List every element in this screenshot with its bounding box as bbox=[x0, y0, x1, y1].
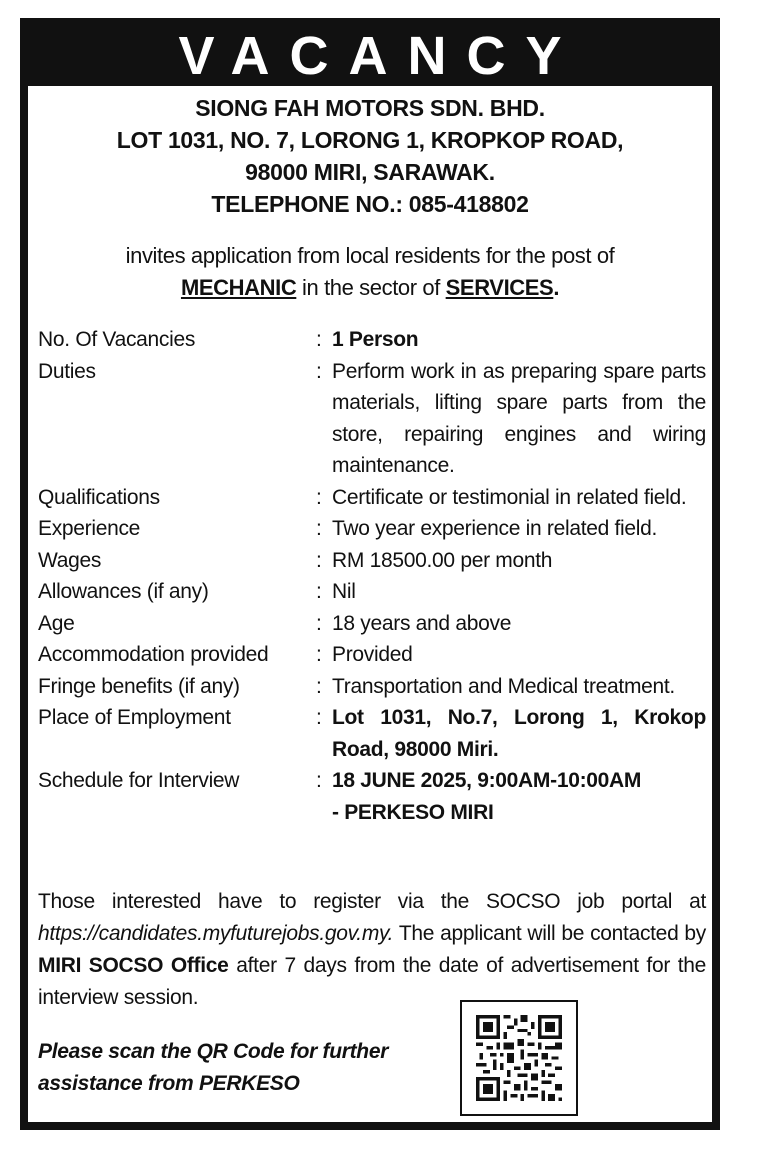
intro-end: . bbox=[553, 275, 560, 300]
detail-label: Fringe benefits (if any) bbox=[38, 674, 240, 698]
detail-colon: : bbox=[316, 611, 322, 635]
detail-label: Schedule for Interview bbox=[38, 769, 240, 792]
vacancy-banner: VACANCY bbox=[28, 26, 712, 86]
detail-colon: : bbox=[316, 328, 322, 351]
qr-line2: assistance from PERKESO bbox=[38, 1072, 300, 1095]
intro-middle: in the sector of bbox=[302, 275, 440, 300]
detail-row-fringe-benefits bbox=[38, 671, 706, 703]
detail-row-age bbox=[38, 608, 706, 640]
detail-value: Two year experience in related field. bbox=[332, 517, 658, 540]
detail-row-duties bbox=[38, 356, 706, 482]
detail-value: 18 years and above bbox=[332, 611, 512, 635]
detail-value bbox=[332, 765, 706, 828]
detail-row-interview bbox=[38, 765, 706, 828]
detail-colon: : bbox=[316, 706, 322, 729]
detail-label: Qualifications bbox=[38, 485, 160, 509]
company-address-line1: LOT 1031, NO. 7, LORONG 1, KROPKOP ROAD, bbox=[116, 127, 624, 153]
detail-value: Lot 1031, No.7, Lorong 1, Krokop Road, 98000 Miri. bbox=[332, 706, 706, 761]
qr-code[interactable] bbox=[460, 1000, 578, 1116]
detail-row-accommodation bbox=[38, 639, 706, 671]
detail-colon: : bbox=[316, 643, 322, 666]
advertisement-frame bbox=[20, 18, 720, 1130]
detail-colon: : bbox=[316, 485, 322, 509]
detail-value: Provided bbox=[332, 643, 413, 666]
intro-line1: invites application from local residents for the post of bbox=[125, 243, 615, 268]
detail-row-qualifications bbox=[38, 482, 706, 514]
footer-text bbox=[38, 886, 706, 1014]
qr-line1: Please scan the QR Code for further bbox=[38, 1040, 389, 1063]
company-telephone: TELEPHONE NO.: 085-418802 bbox=[211, 191, 529, 217]
footer-part2: The applicant will be contacted by bbox=[398, 922, 706, 945]
company-name: SIONG FAH MOTORS SDN. BHD. bbox=[195, 95, 545, 121]
detail-row-allowances bbox=[38, 576, 706, 608]
detail-colon: : bbox=[316, 580, 322, 603]
detail-label: Experience bbox=[38, 517, 141, 540]
detail-value: RM 18500.00 per month bbox=[332, 548, 553, 572]
detail-value: Perform work in as preparing spare parts materials, lifting spare parts from the store, repairing engines and wiring maintenance. bbox=[332, 359, 706, 477]
detail-label: Place of Employment bbox=[38, 706, 231, 729]
company-block bbox=[28, 92, 712, 220]
socso-office: MIRI SOCSO Office bbox=[38, 954, 229, 977]
detail-row-vacancies bbox=[38, 324, 706, 356]
intro-text bbox=[28, 240, 712, 304]
detail-row-place bbox=[38, 702, 706, 765]
detail-colon: : bbox=[316, 517, 322, 540]
detail-value: 1 Person bbox=[332, 328, 419, 351]
footer-part3: after 7 days from the date of advertisement for the interview session. bbox=[38, 954, 706, 1009]
footer-part1: Those interested have to register via the SOCSO job portal at bbox=[38, 890, 706, 913]
detail-label: Allowances (if any) bbox=[38, 580, 209, 603]
detail-row-experience bbox=[38, 513, 706, 545]
detail-value: Nil bbox=[332, 580, 356, 603]
interview-venue: - PERKESO MIRI bbox=[332, 800, 494, 824]
detail-value: Certificate or testimonial in related field. bbox=[332, 485, 687, 509]
detail-colon: : bbox=[316, 674, 322, 698]
detail-label: Accommodation provided bbox=[38, 643, 269, 666]
job-details bbox=[38, 324, 706, 828]
qr-instruction bbox=[38, 1036, 418, 1100]
company-address-line2: 98000 MIRI, SARAWAK. bbox=[245, 159, 495, 185]
sector-name: SERVICES bbox=[445, 275, 554, 300]
detail-colon: : bbox=[316, 769, 322, 792]
detail-label: Wages bbox=[38, 548, 102, 572]
detail-label: Age bbox=[38, 611, 75, 635]
detail-row-wages bbox=[38, 545, 706, 577]
detail-colon: : bbox=[316, 548, 322, 572]
post-title: MECHANIC bbox=[180, 275, 297, 300]
detail-label: Duties bbox=[38, 359, 96, 383]
detail-label: No. Of Vacancies bbox=[38, 328, 196, 351]
interview-datetime: 18 JUNE 2025, 9:00AM-10:00AM bbox=[332, 769, 642, 792]
qr-code-icon bbox=[476, 1015, 562, 1101]
detail-colon: : bbox=[316, 359, 322, 383]
portal-link[interactable]: https://candidates.myfuturejobs.gov.my. bbox=[38, 922, 394, 945]
detail-value: Transportation and Medical treatment. bbox=[332, 674, 675, 698]
